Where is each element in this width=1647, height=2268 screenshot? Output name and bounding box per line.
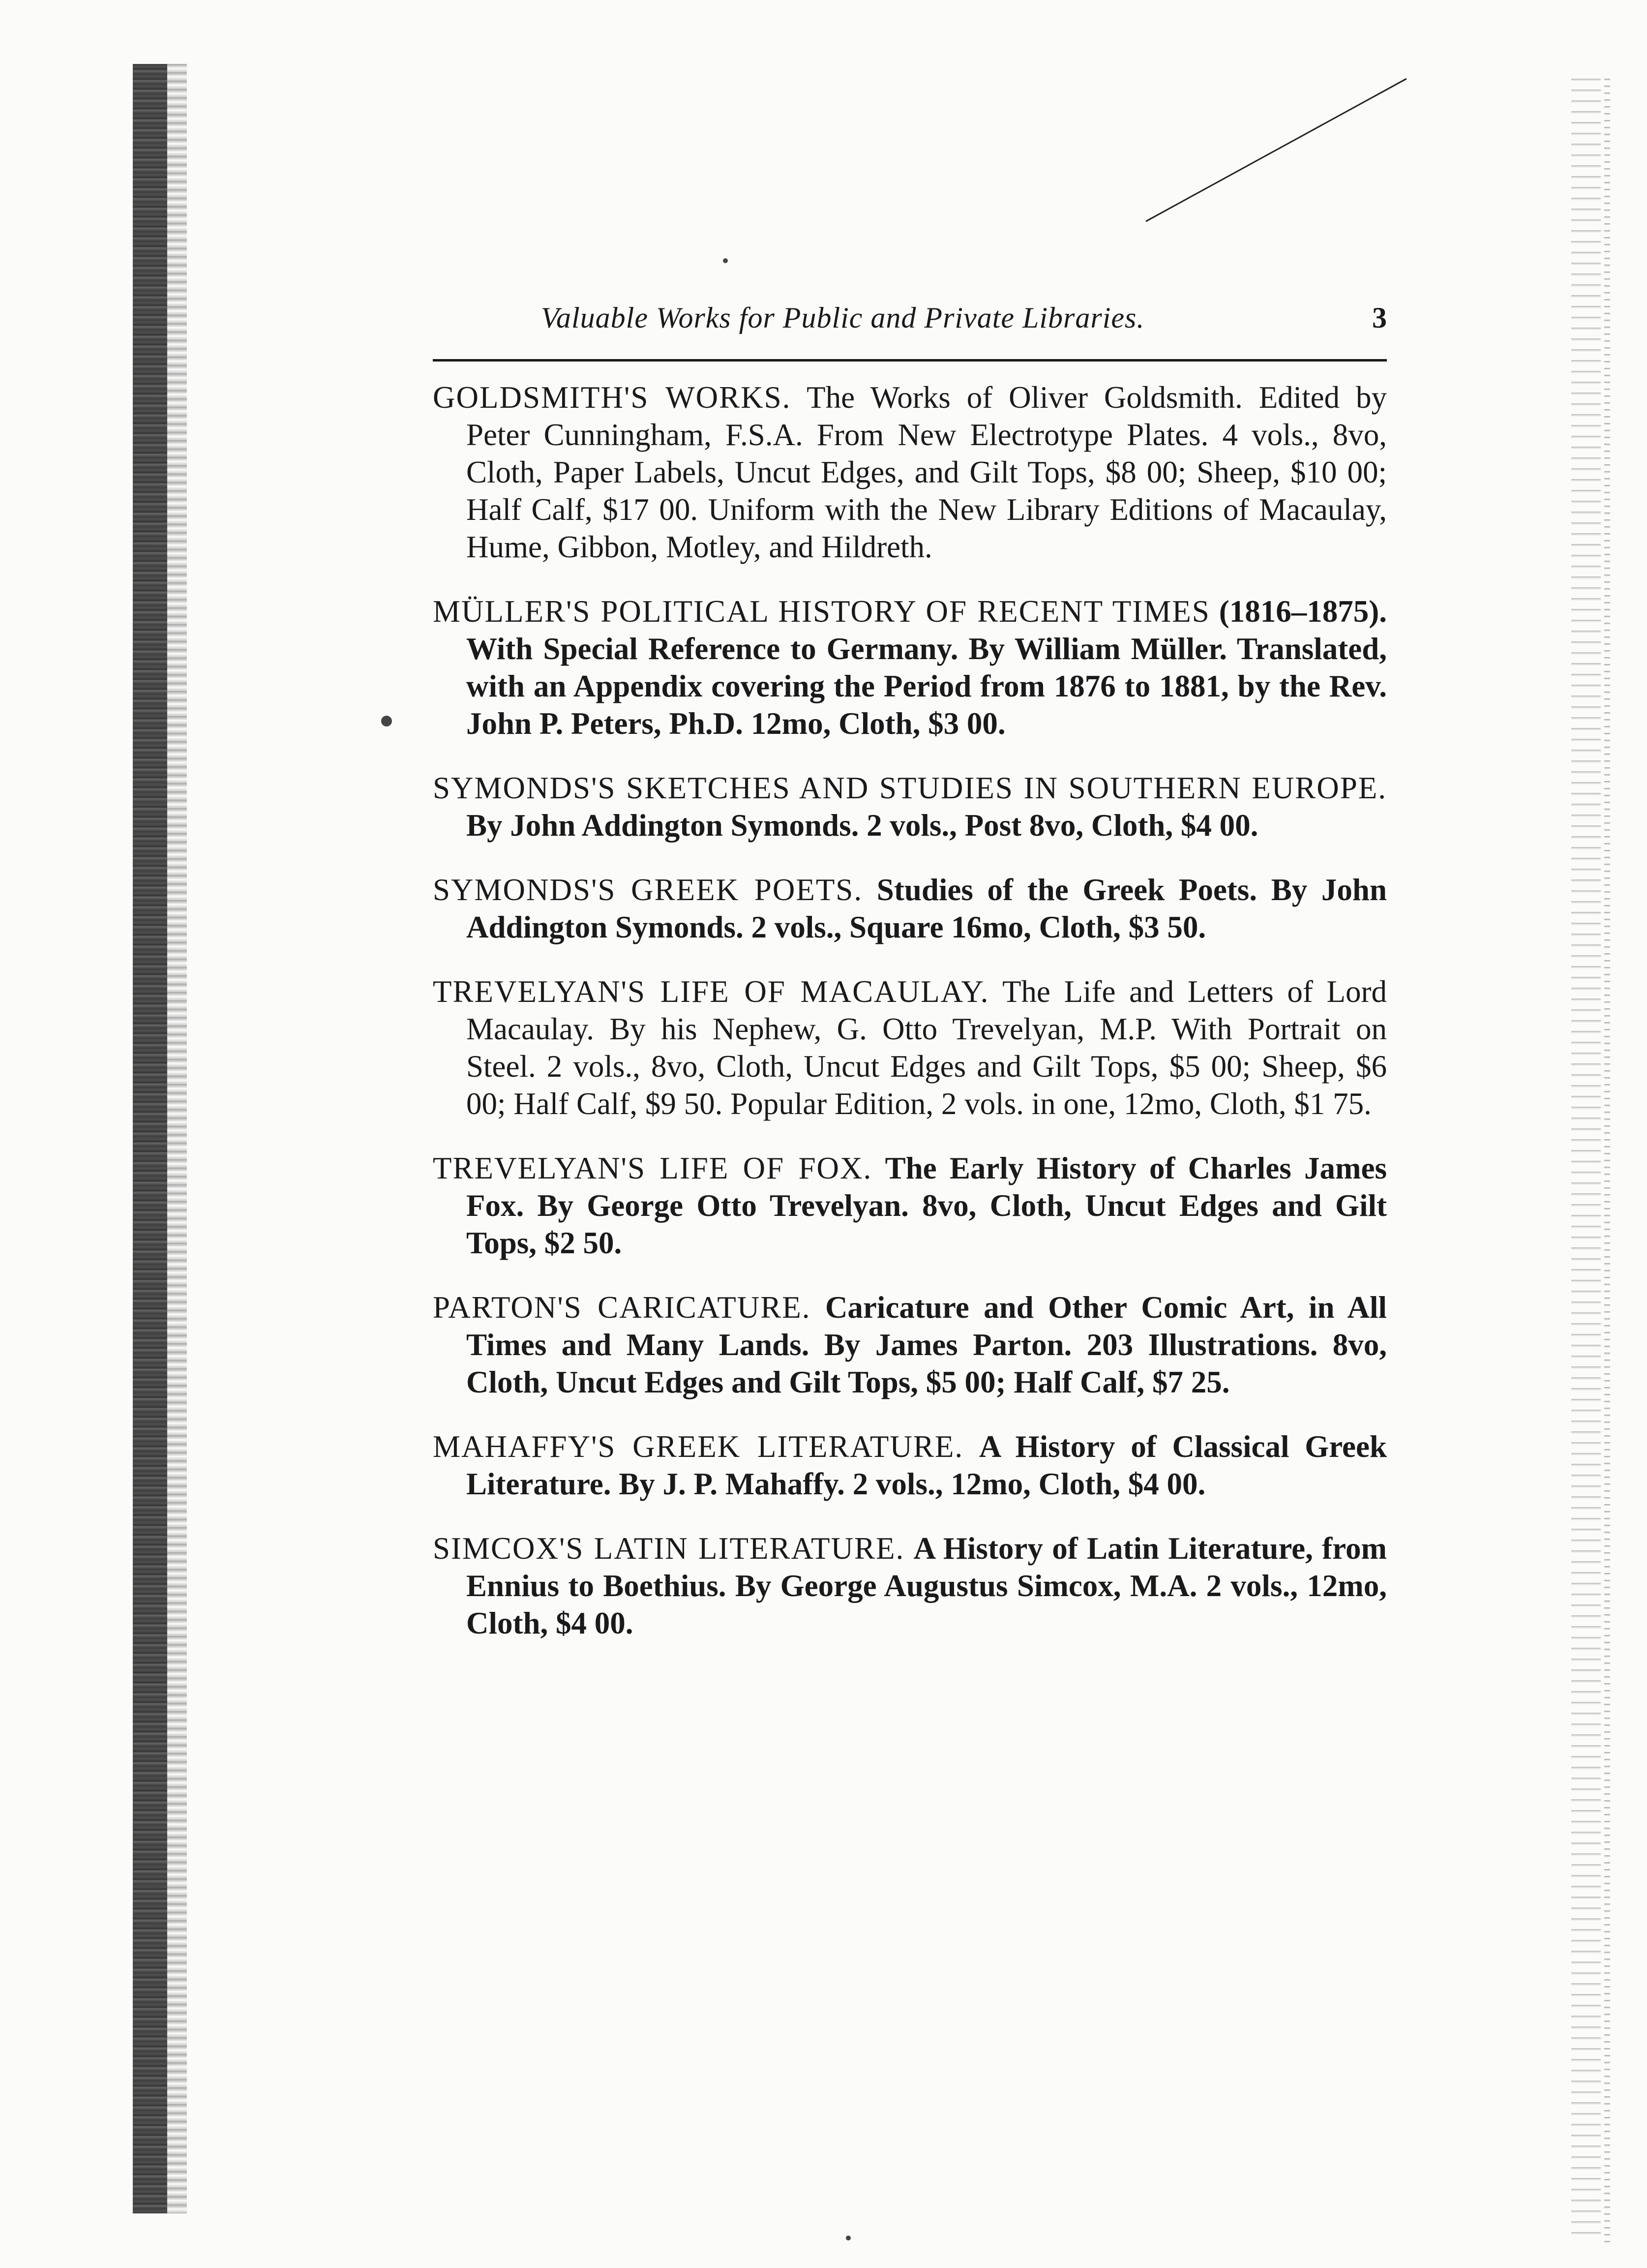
catalog-entry	[433, 1149, 1387, 1262]
entry-description: A History of Latin Literature, from Ennius to Boethius. By George Augustus Simcox, M.A. 2 vols., 12mo, Cloth, $4 00.	[466, 1531, 1387, 1640]
catalog-entry	[433, 379, 1387, 566]
ink-speck	[846, 2236, 851, 2240]
entry-description: The Works of Oliver Goldsmith. Edited by Peter Cunningham, F.S.A. From New Electrotype Plates. 4 vols., 8vo, Cloth, Paper Labels, Uncut Edges, and Gilt Tops, $8 00; Sheep, $10 00; Half Calf, $17 00. Uniform with the New Library Editions of Macaulay, Hume, Gibbon, Motley, and Hildreth.	[466, 380, 1387, 564]
page-number: 3	[1372, 302, 1387, 334]
binding-edge	[133, 64, 167, 2213]
catalog-entries	[433, 379, 1387, 1669]
entry-description: Caricature and Other Comic Art, in All Times and Many Lands. By James Parton. 203 Illustrations. 8vo, Cloth, Uncut Edges and Gilt Tops, $5 00; Half Calf, $7 25.	[466, 1290, 1387, 1399]
catalog-entry	[433, 1530, 1387, 1642]
entry-heading: GOLDSMITH'S WORKS.	[433, 380, 791, 415]
entry-description: (1816–1875). With Special Reference to Germany. By William Müller. Translated, with an Appendix covering the Period from 1876 to 1881, by the Rev. John P. Peters, Ph.D. 12mo, Cloth, $3 00.	[466, 594, 1387, 741]
running-title: Valuable Works for Public and Private Libraries.	[541, 302, 1145, 334]
entry-description: A History of Classical Greek Literature. By J. P. Mahaffy. 2 vols., 12mo, Cloth, $4 00.	[466, 1429, 1387, 1501]
entry-description: By John Addington Symonds. 2 vols., Post 8vo, Cloth, $4 00.	[466, 808, 1258, 843]
entry-heading: SYMONDS'S SKETCHES AND STUDIES IN SOUTHERN EUROPE.	[433, 771, 1387, 805]
entry-heading: SYMONDS'S GREEK POETS.	[433, 873, 863, 907]
entry-description: The Early History of Charles James Fox. By George Otto Trevelyan. 8vo, Cloth, Uncut Edges and Gilt Tops, $2 50.	[466, 1151, 1387, 1260]
entry-heading: TREVELYAN'S LIFE OF MACAULAY.	[433, 974, 989, 1009]
catalog-entry	[433, 1289, 1387, 1401]
catalog-entry	[433, 593, 1387, 742]
entry-description: Studies of the Greek Poets. By John Addington Symonds. 2 vols., Square 16mo, Cloth, $3 50.	[466, 873, 1387, 944]
catalog-entry	[433, 973, 1387, 1122]
entry-heading: MÜLLER'S POLITICAL HISTORY OF RECENT TIMES	[433, 594, 1210, 629]
entry-heading: PARTON'S CARICATURE.	[433, 1290, 811, 1325]
entry-description: The Life and Letters of Lord Macaulay. By his Nephew, G. Otto Trevelyan, M.P. With Portrait on Steel. 2 vols., 8vo, Cloth, Uncut Edges and Gilt Tops, $5 00; Sheep, $6 00; Half Calf, $9 50. Popular Edition, 2 vols. in one, 12mo, Cloth, $1 75.	[466, 974, 1387, 1121]
pencil-mark	[1131, 74, 1416, 236]
catalog-entry	[433, 871, 1387, 946]
entry-heading: SIMCOX'S LATIN LITERATURE.	[433, 1531, 905, 1566]
entry-heading: TREVELYAN'S LIFE OF FOX.	[433, 1151, 872, 1185]
catalog-entry	[433, 769, 1387, 844]
catalog-entry	[433, 1428, 1387, 1503]
right-scan-edge	[1571, 79, 1601, 2243]
right-scan-edge-line	[1604, 79, 1610, 2243]
ink-speck	[723, 258, 728, 263]
page-header	[541, 301, 1387, 355]
binding-shadow	[167, 64, 187, 2213]
ink-speck	[381, 716, 392, 726]
header-rule	[433, 359, 1387, 362]
entry-heading: MAHAFFY'S GREEK LITERATURE.	[433, 1429, 964, 1464]
